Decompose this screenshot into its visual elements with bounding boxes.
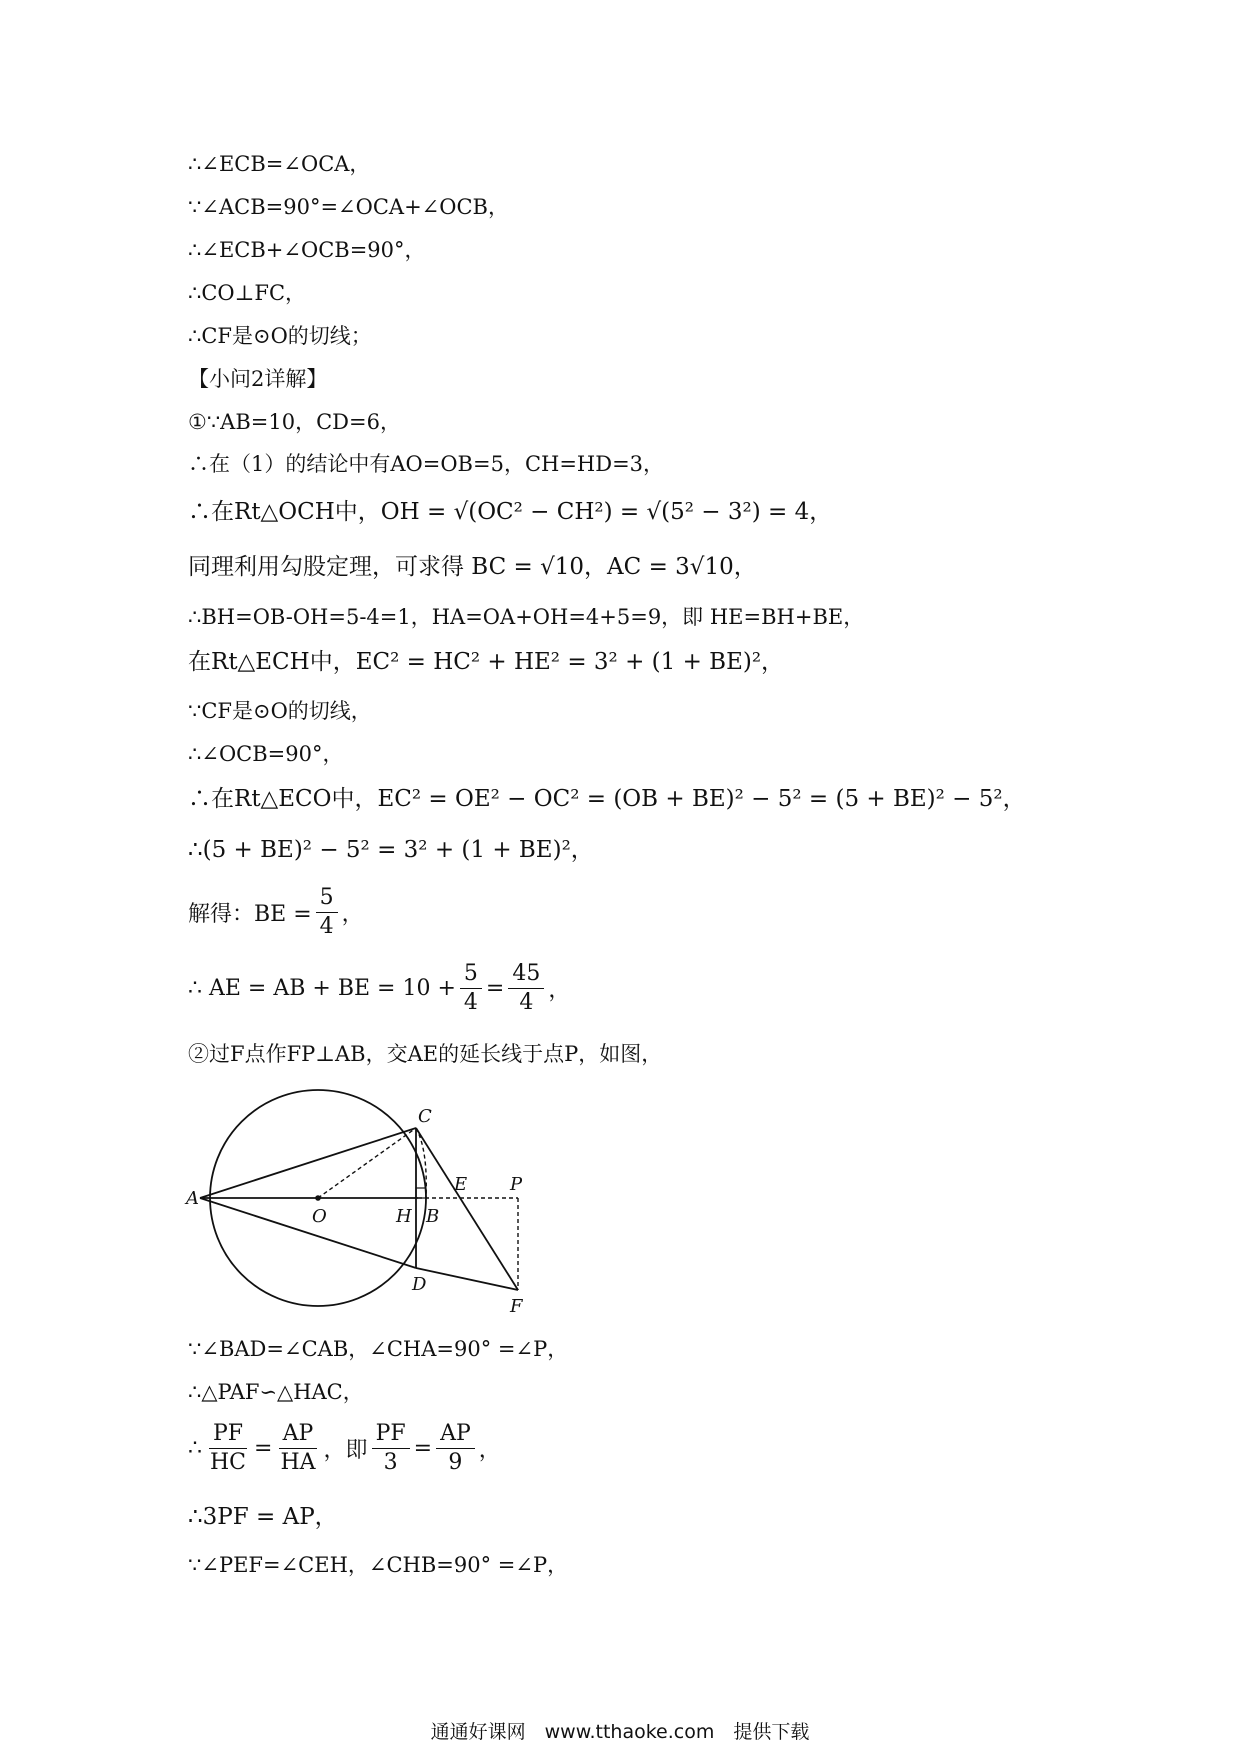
solve-be-line (188, 884, 364, 941)
punct: ， (478, 1438, 501, 1463)
line-ac (200, 1128, 416, 1198)
right-angle-mark (416, 1188, 426, 1198)
fraction (508, 960, 544, 1017)
punct: ， (548, 978, 571, 1003)
denominator: 9 (448, 1450, 463, 1475)
text-line: ②过F点作FP⊥AB，交AE的延长线于点P，如图， (188, 1042, 663, 1066)
fraction (276, 1420, 319, 1477)
label-p: P (510, 1174, 523, 1195)
math-line: 在Rt△ECH中，EC² = HC² + HE² = 3² + (1 + BE)²， (188, 649, 785, 675)
numerator: AP (279, 1420, 318, 1449)
denominator: HC (210, 1450, 247, 1475)
math-line: 同理利用勾股定理，可求得 BC = √10，AC = 3√10， (188, 554, 757, 580)
line-df (416, 1268, 518, 1290)
math-line: ∴在Rt△OCH中，OH = √(OC² − CH²) = √(5² − 3²) = 4， (188, 499, 833, 525)
label-h: H (396, 1206, 412, 1227)
section-heading: 【小问2详解】 (188, 367, 328, 391)
text-line: ∴∠ECB=∠OCA， (188, 152, 371, 176)
text-line: ∴CF是⊙O的切线； (188, 324, 372, 348)
ratio-prefix: ∴ (188, 1436, 202, 1461)
denominator: 4 (519, 990, 534, 1015)
fraction (372, 1420, 410, 1477)
text-line: ∵CF是⊙O的切线， (188, 699, 372, 723)
numerator: AP (436, 1420, 475, 1449)
fraction (436, 1420, 475, 1477)
line-oc (318, 1128, 416, 1198)
ae-prefix: ∴ AE = AB + BE = 10 + (188, 976, 456, 1001)
equals: = (413, 1436, 433, 1461)
connector: ，即 (323, 1438, 368, 1463)
denominator: 4 (463, 990, 478, 1015)
text-line: ∴CO⊥FC， (188, 281, 307, 305)
label-d: D (412, 1274, 427, 1295)
text-line: ∴在（1）的结论中有AO=OB=5，CH=HD=3， (188, 452, 665, 476)
solve-be-prefix: 解得：BE = (188, 902, 312, 927)
text-line: ∴∠ECB+∠OCB=90°， (188, 238, 426, 262)
text-line: ∵∠BAD=∠CAB，∠CHA=90° =∠P， (188, 1337, 569, 1361)
ratio-line (188, 1420, 501, 1477)
fraction (206, 1420, 250, 1477)
numerator: 5 (316, 884, 338, 913)
label-c: C (418, 1106, 432, 1127)
denominator: HA (280, 1450, 316, 1475)
numerator: PF (372, 1420, 410, 1449)
label-o: O (312, 1206, 327, 1227)
page-footer: 通通好课网 www.tthaoke.com 提供下载 (430, 1721, 810, 1743)
text-line: ①∵AB=10，CD=6， (188, 410, 401, 434)
label-b: B (426, 1206, 440, 1227)
denominator: 3 (383, 1450, 398, 1475)
fraction (460, 960, 482, 1017)
equals: = (485, 976, 505, 1001)
center-point (315, 1195, 321, 1201)
numerator: 45 (508, 960, 544, 989)
math-line: ∴3PF = AP， (188, 1504, 338, 1530)
text-line: ∵∠ACB=90°=∠OCA+∠OCB， (188, 195, 509, 219)
math-line: ∴(5 + BE)² − 5² = 3² + (1 + BE)²， (188, 837, 594, 863)
text-line: ∴∠OCB=90°， (188, 742, 344, 766)
text-line: ∵∠PEF=∠CEH，∠CHB=90° =∠P， (188, 1553, 569, 1577)
text-line: ∴△PAF∽△HAC， (188, 1380, 364, 1404)
denominator: 4 (319, 914, 334, 939)
geometry-figure (188, 1090, 548, 1340)
label-e: E (454, 1174, 468, 1195)
fraction (316, 884, 338, 941)
text-line: ∴BH=OB-OH=5-4=1，HA=OA+OH=4+5=9，即 HE=BH+BE， (188, 605, 865, 629)
equals: = (254, 1436, 273, 1461)
math-line: ∴在Rt△ECO中，EC² = OE² − OC² = (OB + BE)² − 5² = (5 + BE)² − 5²， (188, 786, 1026, 812)
label-f: F (510, 1296, 523, 1317)
punct: ， (341, 902, 364, 927)
numerator: PF (209, 1420, 247, 1449)
line-ad (200, 1198, 416, 1268)
label-a: A (186, 1188, 199, 1209)
ae-line (188, 960, 570, 1017)
numerator: 5 (460, 960, 482, 989)
